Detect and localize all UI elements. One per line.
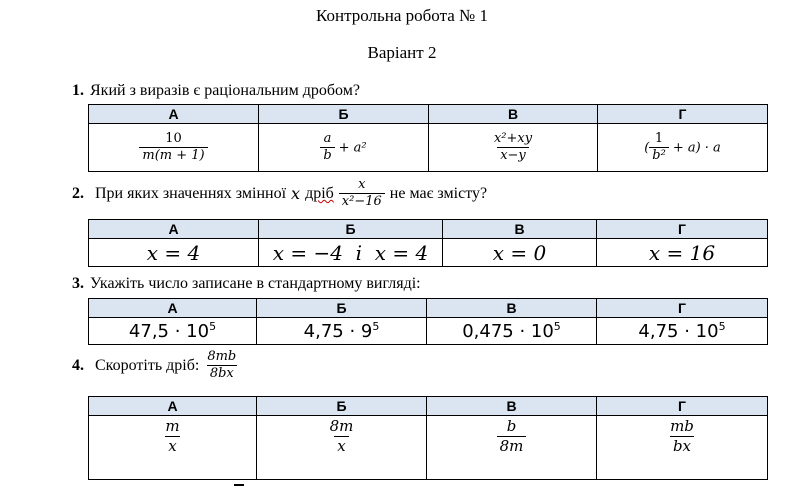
question-number: 3. — [72, 275, 84, 292]
option-cell-a[interactable]: x = 4 — [89, 239, 259, 267]
option-cell-b[interactable] — [257, 416, 427, 480]
fraction: $\frac{b}{8m}$ — [497, 418, 527, 454]
option-cell-a[interactable] — [89, 124, 259, 172]
fraction: $\frac{10}{m(m + 1)}$ — [139, 132, 207, 164]
option-cell-c[interactable]: $0,475 \cdot 10^5$ — [427, 318, 597, 345]
fraction: $\frac{8mb}{8bx}$ — [207, 349, 237, 382]
option-letter: В — [427, 299, 597, 318]
expression-pre: ( — [644, 140, 650, 156]
option-cell-c[interactable]: x = 0 — [443, 239, 597, 267]
question-text-after: не має змісту? — [389, 184, 488, 202]
option-letter: Г — [597, 299, 768, 318]
variable: x — [291, 184, 301, 204]
question-number: 2. — [72, 184, 84, 202]
option-cell-c[interactable] — [429, 124, 598, 172]
question-text-mid: дріб — [305, 184, 334, 202]
option-cell-d[interactable] — [598, 124, 768, 172]
question-text: Укажіть число записане в стандартному вигляді: — [90, 275, 421, 292]
question-text: Який з виразів є раціональним дробом? — [90, 82, 360, 99]
option-letter: В — [427, 397, 597, 416]
option-cell-b[interactable]: x = −4 і x = 4 — [259, 239, 443, 267]
question-1 — [72, 82, 360, 100]
fraction: $\frac{m}{x}$ — [165, 417, 180, 455]
question-number: 4. — [72, 356, 84, 374]
option-letter: Г — [597, 397, 768, 416]
option-letter: А — [89, 299, 257, 318]
option-cell-d[interactable] — [597, 416, 768, 480]
option-cell-b[interactable] — [259, 124, 429, 172]
question-3 — [72, 275, 421, 293]
option-letter: Б — [259, 220, 443, 239]
option-letter: А — [89, 220, 259, 239]
answers-table-2 — [88, 219, 768, 267]
option-cell-c[interactable] — [427, 416, 597, 480]
question-text-before: При яких значеннях змінної — [95, 184, 287, 202]
option-letter: А — [89, 397, 257, 416]
option-letter: Б — [257, 299, 427, 318]
option-cell-a[interactable] — [89, 416, 257, 480]
answers-table-4 — [88, 396, 768, 480]
question-2 — [72, 178, 487, 210]
fraction: $\frac{a}{b}$ — [320, 132, 334, 164]
fraction: $\frac{mb}{bx}$ — [670, 417, 694, 455]
question-4 — [72, 350, 239, 382]
question-text: Скоротіть дріб: — [95, 356, 200, 374]
option-letter: Б — [259, 105, 429, 124]
option-letter: В — [443, 220, 597, 239]
option-cell-a[interactable]: $47,5 \cdot 10^5$ — [89, 318, 257, 345]
option-letter: Г — [597, 220, 768, 239]
variant-label: Варіант 2 — [367, 43, 437, 62]
option-cell-b[interactable]: $4,75 \cdot 9^5$ — [257, 318, 427, 345]
fraction: $\frac{8m}{x}$ — [329, 417, 354, 455]
answers-table-3 — [88, 298, 768, 345]
fraction: $\frac{1}{\text{b²}}$ — [649, 132, 669, 164]
expression-tail: + a² — [338, 140, 367, 156]
option-letter: Г — [598, 105, 768, 124]
answers-table-1 — [88, 104, 768, 172]
page-title: Контрольна робота № 1 — [316, 6, 488, 25]
fraction: $\frac{\text{x²+xy}}{x-y}$ — [493, 130, 533, 163]
fraction: $\frac{x}{\text{x²−16}}$ — [339, 178, 385, 210]
question-number: 1. — [72, 82, 84, 99]
option-cell-d[interactable]: $4,75 \cdot 10^5$ — [597, 318, 768, 345]
option-cell-d[interactable]: x = 16 — [597, 239, 768, 267]
option-letter: А — [89, 105, 259, 124]
option-letter: Б — [257, 397, 427, 416]
expression-tail: + a) · a — [672, 140, 721, 156]
stray-dash-mark — [234, 484, 244, 486]
option-letter: В — [429, 105, 598, 124]
